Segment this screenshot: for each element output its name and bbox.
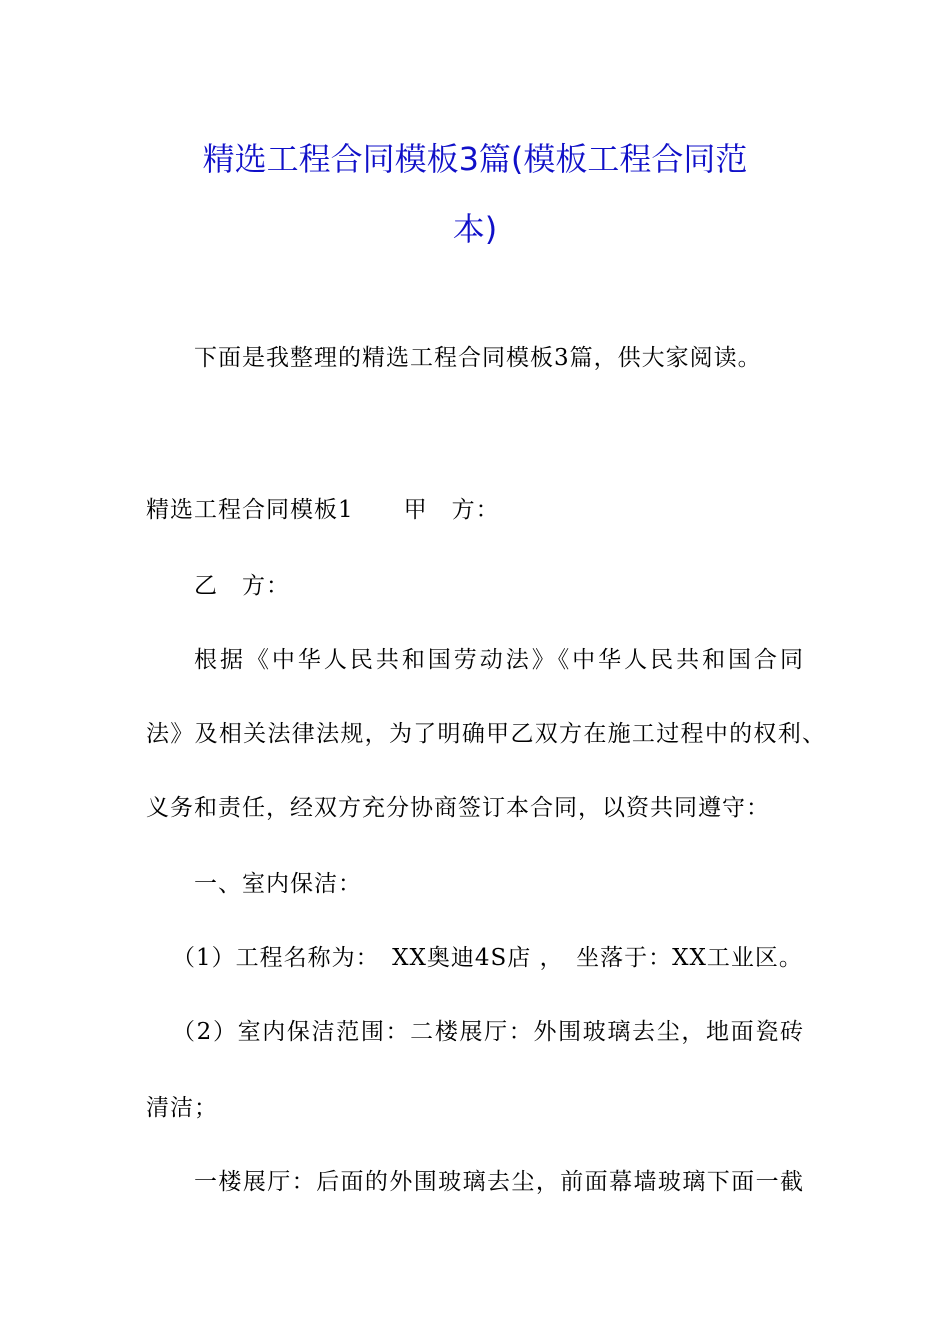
clause-1-item-3-line-1: 一楼展厅：后面的外围玻璃去尘，前面幕墙玻璃下面一截 [194,1169,804,1195]
clause-1-item-2-line-2: 清洁； [146,1095,218,1121]
paragraph-1-line-1: 根据《中华人民共和国劳动法》《中华人民共和国合同 [194,647,804,673]
paragraph-1-line-3: 义务和责任，经双方充分协商签订本合同，以资共同遵守： [146,795,770,821]
clause-1-item-2-line-1: （2）室内保洁范围：二楼展厅：外围玻璃去尘，地面瓷砖 [172,1019,804,1045]
document-title-line-2: 本) [452,210,498,248]
clause-1-item-1: （1）工程名称为： XX奥迪4S店 ， 坐落于：XX工业区。 [172,945,803,971]
section-1-heading-row [146,494,500,526]
clause-1-heading: 一、室内保洁： [194,871,362,897]
party-b-label: 乙 方： [194,573,290,599]
document-title-line-1: 精选工程合同模板3篇(模板工程合同范 [202,140,748,178]
party-a-label: 甲 方： [403,497,500,523]
section-1-heading: 精选工程合同模板1 [146,497,354,523]
intro-paragraph: 下面是我整理的精选工程合同模板3篇，供大家阅读。 [194,345,762,371]
paragraph-1-line-2: 法》及相关法律法规，为了明确甲乙双方在施工过程中的权利、 [146,721,826,747]
